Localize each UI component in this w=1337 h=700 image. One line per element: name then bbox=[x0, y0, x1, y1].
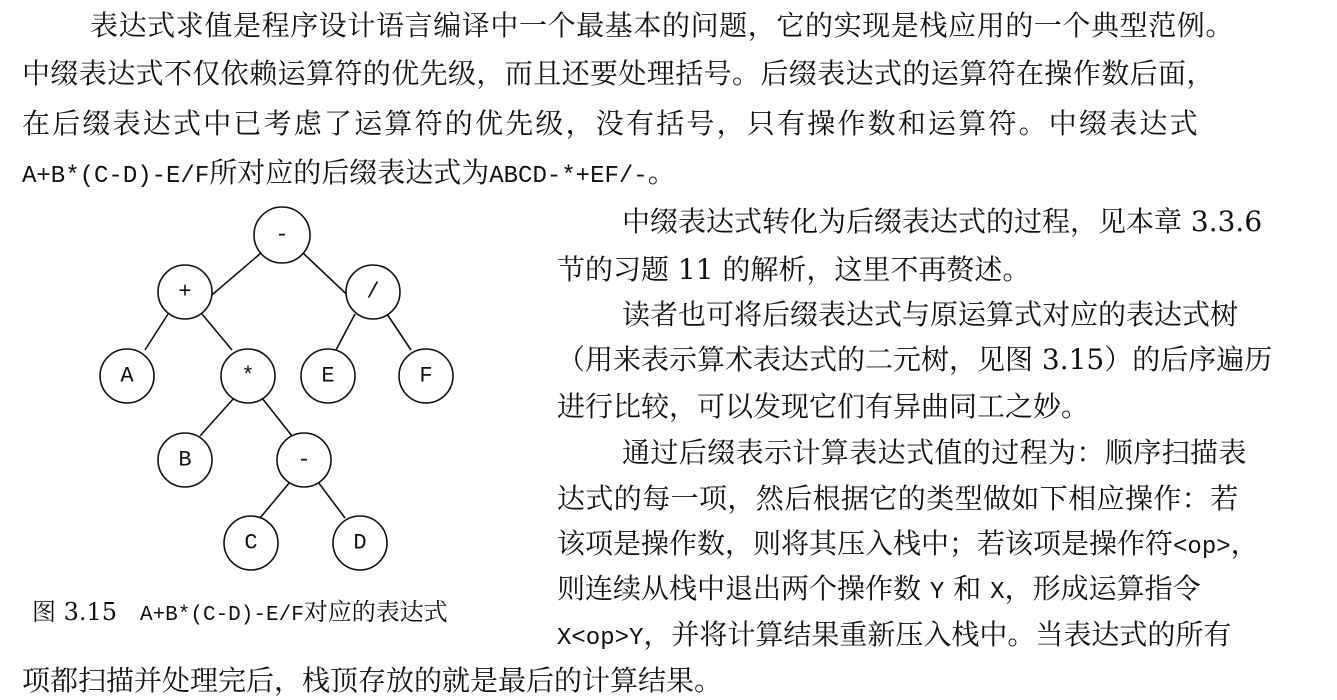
tree-node-root bbox=[254, 207, 310, 263]
figure-caption-label: 图 3.15 bbox=[32, 598, 118, 626]
tree-node-label: E bbox=[321, 363, 335, 389]
tree-node-label: A bbox=[120, 363, 134, 389]
tree-edge bbox=[202, 314, 232, 350]
tree-edge bbox=[336, 314, 355, 350]
right-column-line-10 bbox=[557, 617, 1231, 657]
infix-expression: A+B*(C-D)-E/F bbox=[22, 163, 210, 190]
right-column-line-7: 达式的每一项，然后根据它的类型做如下相应操作：若 bbox=[557, 482, 1239, 515]
operand-push-text: 该项是操作数，则将其压入栈中；若该项是操作符 bbox=[557, 527, 1174, 560]
right-column-line-5: 进行比较，可以发现它们有异曲同工之妙。 bbox=[557, 390, 1090, 423]
form-instruction-text: ，形成运算指令 bbox=[1004, 572, 1201, 605]
tree-edge bbox=[200, 398, 234, 436]
postfix-expression: ABCD-*+EF/- bbox=[489, 163, 648, 190]
tree-node-label: + bbox=[178, 279, 192, 305]
tree-node-d bbox=[333, 516, 387, 570]
operand-x: X bbox=[990, 579, 1005, 606]
tree-edge bbox=[145, 314, 168, 350]
tree-node-c bbox=[224, 516, 278, 570]
right-column-line-6: 通过后缀表示计算表达式值的过程为：顺序扫描表 bbox=[622, 436, 1247, 469]
op-token: <op> bbox=[1173, 534, 1231, 561]
paragraph-top-line-2: 中缀表达式不仅依赖运算符的优先级，而且还要处理括号。后缀表达式的运算符在操作数后面， bbox=[22, 57, 1215, 90]
tree-edge bbox=[260, 482, 290, 518]
right-column-line-3: 读者也可将后缀表达式与原运算式对应的表达式树 bbox=[622, 298, 1239, 331]
expression-tree-figure bbox=[0, 0, 560, 600]
tree-edge bbox=[318, 482, 345, 518]
tree-node-times bbox=[221, 349, 275, 403]
line4-mid-text: 所对应的后缀表达式为 bbox=[209, 156, 490, 189]
figure-caption-text: 对应的表达式 bbox=[303, 598, 448, 626]
tree-node-label: B bbox=[178, 447, 192, 473]
tree-node-label: / bbox=[366, 279, 380, 305]
paragraph-top-line-3: 在后缀表达式中已考虑了运算符的优先级，没有括号，只有操作数和运算符。中缀表达式 bbox=[22, 107, 1200, 140]
comma-text: ， bbox=[1230, 527, 1259, 560]
pop-operands-text: 则连续从栈中退出两个操作数 bbox=[557, 572, 922, 605]
instruction-expression: X<op>Y bbox=[557, 625, 644, 652]
tree-edge bbox=[387, 314, 411, 350]
tree-node-minus bbox=[277, 433, 331, 487]
tree-node-label: D bbox=[353, 530, 367, 556]
push-result-text: ，并将计算结果重新压入栈中。当表达式的所有 bbox=[643, 618, 1232, 651]
paragraph-top-line-1: 表达式求值是程序设计语言编译中一个最基本的问题，它的实现是栈应用的一个典型范例。 bbox=[90, 9, 1235, 42]
tree-node-label: - bbox=[275, 222, 289, 248]
right-column-line-8 bbox=[557, 526, 1259, 566]
tree-node-e bbox=[301, 349, 355, 403]
right-column-line-1: 中缀表达式转化为后缀表达式的过程，见本章 3.3.6 bbox=[622, 205, 1263, 238]
tree-node-divide bbox=[346, 265, 400, 319]
tree-node-b bbox=[158, 433, 212, 487]
tree-node-plus bbox=[158, 265, 212, 319]
figure-caption bbox=[32, 596, 448, 632]
line4-end-text: 。 bbox=[647, 156, 676, 189]
and-text: 和 bbox=[953, 572, 982, 605]
tree-node-label: * bbox=[241, 363, 255, 389]
final-line: 项都扫描并处理完后，栈顶存放的就是最后的计算结果。 bbox=[22, 664, 723, 697]
tree-node-a bbox=[100, 349, 154, 403]
tree-edge bbox=[262, 398, 292, 436]
operand-y: Y bbox=[929, 579, 945, 606]
tree-node-f bbox=[399, 349, 453, 403]
tree-node-label: C bbox=[244, 530, 258, 556]
right-column-line-2: 节的习题 11 的解析，这里不再赘述。 bbox=[557, 253, 1031, 286]
right-column-line-4: （用来表示算术表达式的二元树，见图 3.15）的后序遍历 bbox=[557, 343, 1273, 376]
right-column-line-9 bbox=[557, 571, 1201, 611]
figure-caption-expression: A+B*(C-D)-E/F bbox=[139, 604, 304, 627]
tree-node-label: - bbox=[297, 447, 311, 473]
tree-node-label: F bbox=[419, 363, 433, 389]
